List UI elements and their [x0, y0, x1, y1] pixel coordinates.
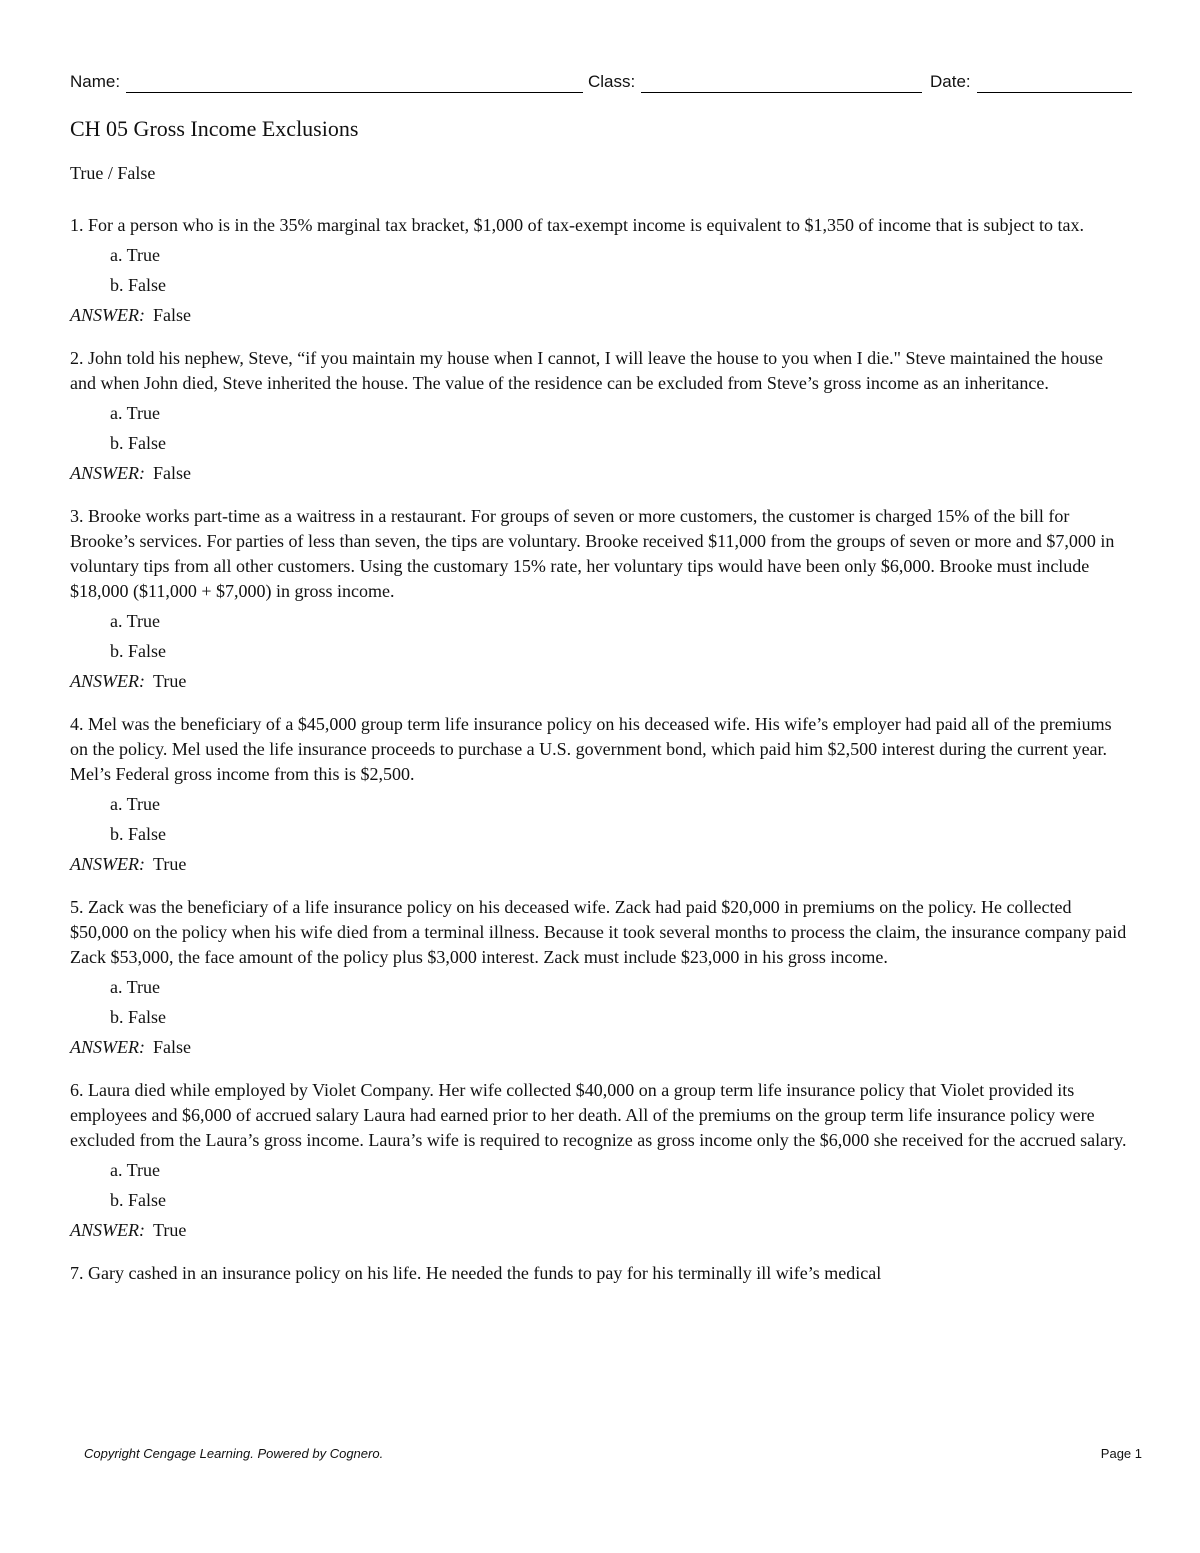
answer-value: False	[152, 463, 191, 483]
answer-line	[70, 1218, 1130, 1243]
question-stem: 5. Zack was the beneficiary of a life insurance policy on his deceased wife. Zack had paid $20,000 in premiums on the policy. He collected $50,000 on the policy when his wife died from a terminal illness. Because it took several months to process the claim, the insurance company paid Zack $53,000, the face amount of the policy plus $3,000 interest. Zack must include $23,000 in his gross income.	[70, 897, 1127, 967]
answer-value: True	[152, 854, 187, 874]
date-blank	[977, 92, 1132, 93]
question-2	[70, 346, 1130, 486]
question-stem: 3. Brooke works part-time as a waitress in a restaurant. For groups of seven or more customers, the customer is charged 15% of the bill for Brooke’s services. For parties of less than seven, the tips are voluntary. Brooke received $11,000 from the groups of seven or more and $7,000 in voluntary tips from all other customers. Using the customary 15% rate, her voluntary tips would have been only $6,000. Brooke must include $18,000 ($11,000 + $7,000) in gross income.	[70, 506, 1115, 601]
question-stem: 4. Mel was the beneficiary of a $45,000 group term life insurance policy on his deceased wife. His wife’s employer had paid all of the premiums on the policy. Mel used the life insurance proceeds to purchase a U.S. government bond, which paid him $2,500 interest during the current year. Mel’s Federal gross income from this is $2,500.	[70, 714, 1112, 784]
option-false: b. False	[110, 1190, 166, 1210]
answer-value: True	[152, 1220, 187, 1240]
answer-line	[70, 461, 1130, 486]
student-info-header	[70, 72, 1132, 94]
document-title: CH 05 Gross Income Exclusions	[70, 116, 359, 141]
question-list	[70, 213, 1130, 1304]
question-stem: 1. For a person who is in the 35% marginal tax bracket, $1,000 of tax-exempt income is equivalent to $1,350 of income that is subject to tax.	[70, 215, 1084, 235]
answer-label: ANSWER:	[70, 305, 145, 325]
answer-label: ANSWER:	[70, 854, 145, 874]
answer-label: ANSWER:	[70, 463, 145, 483]
class-blank	[641, 92, 922, 93]
question-5	[70, 895, 1130, 1060]
option-true: a. True	[110, 403, 161, 423]
option-true: a. True	[110, 794, 161, 814]
question-3	[70, 504, 1130, 694]
option-true: a. True	[110, 245, 161, 265]
answer-label: ANSWER:	[70, 671, 145, 691]
name-label: Name:	[70, 72, 121, 91]
answer-label: ANSWER:	[70, 1037, 145, 1057]
question-7	[70, 1261, 1130, 1286]
answer-label: ANSWER:	[70, 1220, 145, 1240]
option-true: a. True	[110, 1160, 161, 1180]
answer-value: True	[152, 671, 187, 691]
question-stem: 6. Laura died while employed by Violet Company. Her wife collected $40,000 on a group term life insurance policy that Violet provided its employees and $6,000 of accrued salary Laura had earned prior to her death. All of the premiums on the group term life insurance policy were excluded from the Laura’s gross income. Laura’s wife is required to recognize as gross income only the $6,000 she received for the accrued salary.	[70, 1080, 1127, 1150]
question-stem: 2. John told his nephew, Steve, “if you maintain my house when I cannot, I will leave the house to you when I die." Steve maintained the house and when John died, Steve inherited the house. The value of the residence can be excluded from Steve’s gross income as an inheritance.	[70, 348, 1103, 393]
page-number: Page 1	[1100, 1446, 1142, 1461]
question-stem: 7. Gary cashed in an insurance policy on his life. He needed the funds to pay for his terminally ill wife’s medical	[70, 1263, 882, 1283]
copyright-notice: Copyright Cengage Learning. Powered by Cognero.	[84, 1446, 384, 1461]
answer-line	[70, 303, 1130, 328]
question-4	[70, 712, 1130, 877]
answer-value: False	[152, 305, 191, 325]
option-false: b. False	[110, 1007, 166, 1027]
class-label: Class:	[588, 72, 636, 91]
option-false: b. False	[110, 824, 166, 844]
answer-value: False	[152, 1037, 191, 1057]
question-6	[70, 1078, 1130, 1243]
question-1	[70, 213, 1130, 328]
option-false: b. False	[110, 433, 166, 453]
section-heading: True / False	[70, 163, 156, 183]
date-label: Date:	[930, 72, 971, 91]
option-false: b. False	[110, 641, 166, 661]
name-blank	[126, 92, 583, 93]
answer-line	[70, 669, 1130, 694]
option-true: a. True	[110, 611, 161, 631]
answer-line	[70, 852, 1130, 877]
option-false: b. False	[110, 275, 166, 295]
option-true: a. True	[110, 977, 161, 997]
answer-line	[70, 1035, 1130, 1060]
